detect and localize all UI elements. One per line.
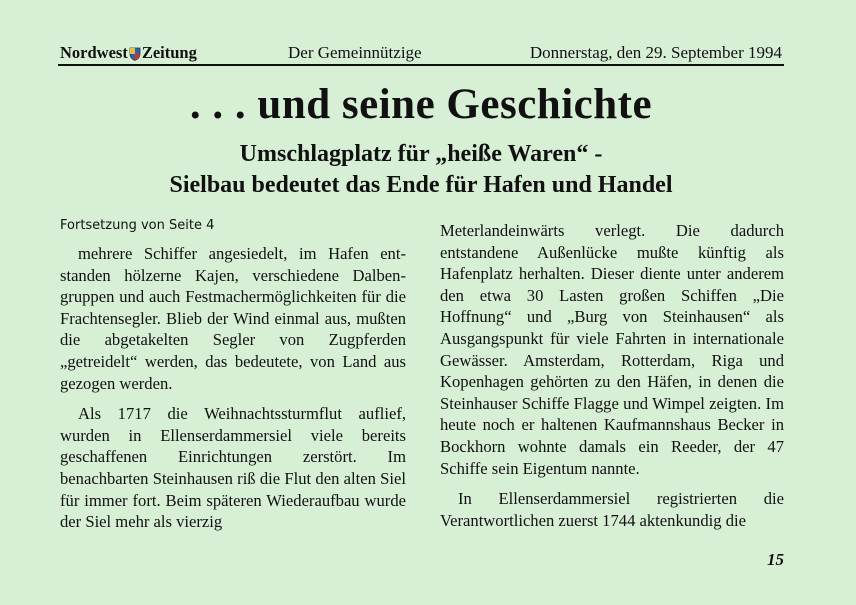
continued-from-note: Fortsetzung von Seite 4 — [60, 218, 215, 233]
brand-name-right: Zeitung — [141, 43, 197, 62]
body-paragraph: mehrere Schiffer angesiedelt, im Hafen entstanden hölzerne Kajen, verschiedene Dalbengruppen und auch Festmachermöglichkeiten für die Frachtensegler. Blieb der Wind einmal aus, mußten die abgetakelten Segler von Zugpferden „getreidelt“ werden, das bedeutete, von Land aus gezogen werden. — [60, 244, 406, 393]
subheadline — [58, 139, 784, 201]
body-paragraph: Als 1717 die Weihnachtssturmflut auflief, wurden in Ellenserdammersiel viele bereits geschaffenen Einrichtungen zerstört. Im benachbarten Steinhausen riß die Flut den alten Siel für immer fort. Beim späteren Wiederaufbau wurde der Siel mehr als vierzig — [60, 404, 406, 532]
section-title: Der Gemeinnützige — [288, 43, 422, 62]
newspaper-page — [58, 38, 784, 578]
article-column-right — [440, 220, 784, 540]
page-number: 15 — [767, 550, 784, 569]
masthead — [58, 38, 784, 66]
body-paragraph: Meterlandeinwärts verlegt. Die dadurch entstandene Außenlücke mußte künftig als Hafenplatz herhalten. Dieser diente unter anderem den etwa 30 Lasten großen Schiffen „Die Hoffnung“ und „Burg von Steinhausen“ als Ausgangspunkt für viele Fahrten in internationale Gewässer. Amsterdam, Rotterdam, Riga und Kopenhagen gehörten zu den Häfen, in denen die Steinhauser Schiffe Flagge und Wimpel zeigten. Im heute noch er haltenen Kaufmannshaus Becker in Bockhorn wohnte damals ein Reeder, der 47 Schiffe sein Eigentum nannte. — [440, 221, 784, 478]
article-column-left — [60, 218, 406, 542]
body-paragraph: In Ellenserdammersiel registrierten die Verantwortlichen zuerst 1744 aktenkundig die — [440, 489, 784, 530]
newspaper-brand — [60, 43, 197, 63]
subheadline-line-1: Umschlagplatz für „heiße Waren“ - — [239, 141, 603, 167]
brand-name-left: Nordwest — [60, 43, 128, 62]
issue-date: Donnerstag, den 29. September 1994 — [529, 43, 782, 62]
subheadline-line-2: Sielbau bedeutet das Ende für Hafen und Handel — [169, 172, 673, 198]
headline: . . . und seine Geschichte — [189, 81, 653, 128]
coat-of-arms-icon — [129, 46, 141, 60]
